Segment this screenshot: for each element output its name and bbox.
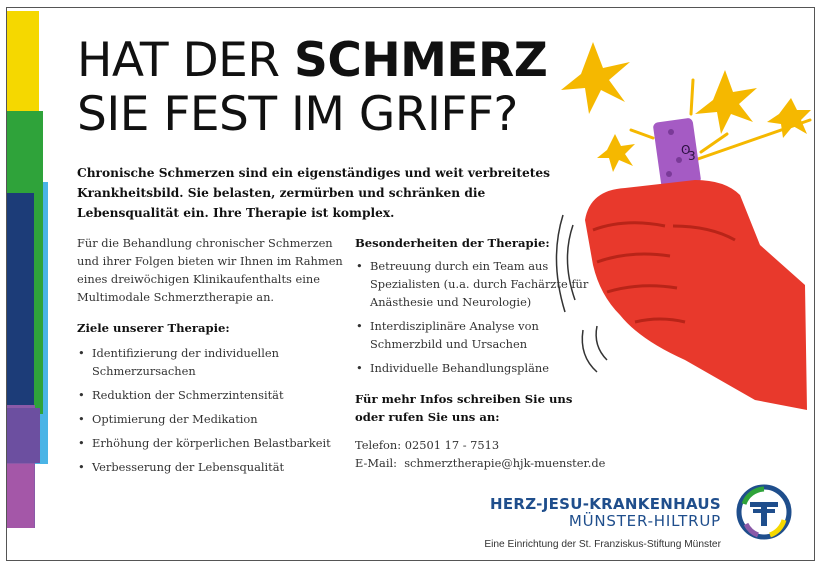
star-icon	[561, 42, 630, 114]
intro-text: Chronische Schmerzen sind ein eigenständiges und weit verbreitetes Krankheitsbild. Sie belasten, zermürben und schränken die Lebensqualität ein. Ihre Therapie ist komplex.	[77, 166, 551, 220]
hospital-cross-logo-icon	[736, 484, 792, 540]
color-bar-purple-dark	[6, 408, 40, 463]
headline	[77, 34, 547, 142]
email-address[interactable]: schmerztherapie@hjk-muenster.de	[404, 456, 606, 470]
headline-line1-bold: SCHMERZ	[293, 33, 548, 88]
email-line	[355, 454, 606, 472]
list-item: • Interdisziplinäre Analyse von Schmerzbild und Ursachen	[355, 317, 595, 353]
left-column	[77, 234, 347, 482]
svg-text:ʘ: ʘ	[681, 143, 691, 157]
list-item: • Individuelle Behandlungspläne	[355, 359, 595, 377]
phone-line	[355, 436, 595, 454]
goals-heading: Ziele unserer Therapie:	[77, 321, 230, 335]
hospital-name-line1: HERZ-JESU-KRANKENHAUS	[490, 495, 721, 513]
phone-number[interactable]: 02501 17 - 7513	[404, 438, 500, 452]
list-item: • Verbesserung der Lebensqualität	[77, 458, 347, 476]
color-bar-navy	[6, 193, 34, 405]
hospital-name	[490, 496, 721, 530]
svg-text:3: 3	[688, 149, 696, 163]
info-heading: Für mehr Infos schreiben Sie uns oder rufen Sie uns an:	[355, 392, 573, 424]
phone-label: Telefon:	[355, 438, 402, 452]
hospital-name-line2: MÜNSTER-HILTRUP	[568, 512, 721, 530]
features-heading: Besonderheiten der Therapie:	[355, 236, 550, 250]
fist-icon	[585, 180, 807, 410]
headline-line2: SIE FEST IM GRIFF?	[77, 87, 518, 142]
list-item: • Erhöhung der körperlichen Belastbarkeit	[77, 434, 347, 452]
list-item: • Betreuung durch ein Team aus Spezialisten (u.a. durch Fachärzte für Anästhesie und Neurologie)	[355, 257, 595, 311]
foundation-tagline: Eine Einrichtung der St. Franziskus-Stiftung Münster	[484, 539, 721, 550]
star-icon	[695, 70, 757, 134]
color-bar-yellow	[6, 11, 39, 126]
goals-list	[77, 344, 347, 476]
star-icon	[597, 134, 635, 172]
fist-squeezing-pill-illustration	[545, 30, 815, 422]
pill-icon	[653, 118, 702, 189]
list-item: • Optimierung der Medikation	[77, 410, 347, 428]
email-label: E-Mail:	[355, 456, 397, 470]
list-item: • Reduktion der Schmerzintensität	[77, 386, 347, 404]
headline-line1-regular: HAT DER	[77, 33, 294, 88]
color-bar-magenta	[6, 464, 34, 528]
list-item: • Identifizierung der individuellen Schmerzursachen	[77, 344, 347, 380]
treatment-paragraph: Für die Behandlung chronischer Schmerzen und ihrer Folgen bieten wir Ihnen im Rahmen eines dreiwöchigen Klinikaufenthalts eine Multimodale Schmerztherapie an.	[77, 236, 343, 304]
